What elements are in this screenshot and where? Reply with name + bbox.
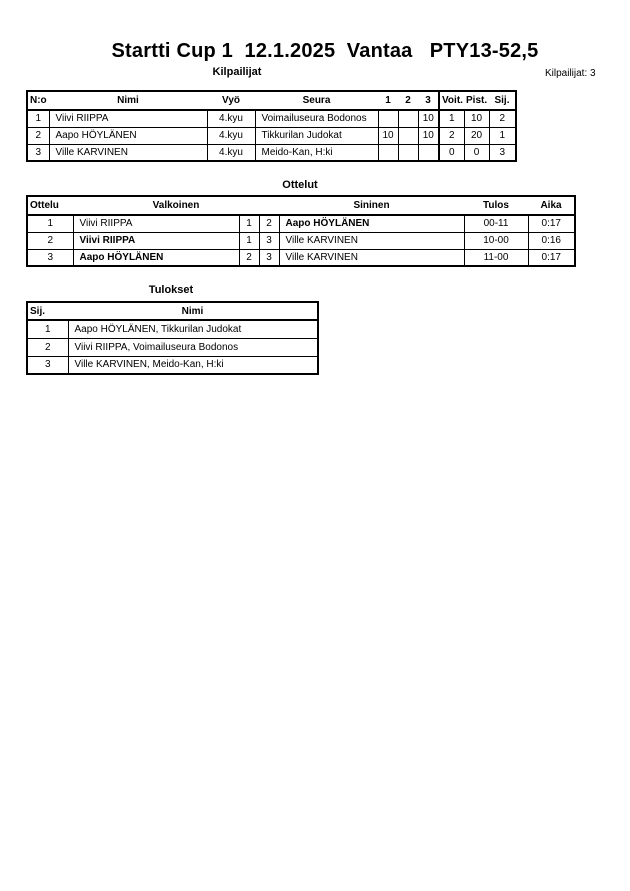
round-3-score: 10 (418, 110, 439, 127)
competitor-belt: 4.kyu (207, 144, 255, 161)
ottelut-header-row (27, 196, 575, 215)
round-2-score (398, 127, 418, 144)
competitor-row (27, 127, 516, 144)
round-1-score (378, 110, 398, 127)
col-header-no: N:o (27, 91, 49, 110)
points-cell: 10 (464, 110, 489, 127)
col-header-nimi: Nimi (49, 91, 207, 110)
col-header-valkoinen: Valkoinen (73, 196, 279, 215)
competitor-row (27, 144, 516, 161)
kilpailijat-header-row (27, 91, 516, 110)
result-placement: 2 (27, 338, 68, 356)
competitor-row (27, 110, 516, 127)
blue-competitor-number: 3 (259, 249, 279, 266)
tulokset-header-row (27, 302, 318, 320)
page-title: Startti Cup 1 12.1.2025 Vantaa PTY13-52,5 (111, 40, 539, 62)
points-cell: 0 (464, 144, 489, 161)
round-2-score (398, 144, 418, 161)
blue-competitor-number: 2 (259, 215, 279, 232)
col-header-name: Nimi (68, 302, 318, 320)
white-competitor-number: 1 (239, 215, 259, 232)
round-3-score: 10 (418, 127, 439, 144)
blue-competitor-name: Ville KARVINEN (279, 232, 464, 249)
col-header-voit: Voit. (439, 91, 464, 110)
placement-cell: 1 (489, 127, 516, 144)
competitor-count-label: Kilpailijat: 3 (545, 68, 596, 79)
col-header-round-1: 1 (378, 91, 398, 110)
competitor-name: Ville KARVINEN (49, 144, 207, 161)
match-result: 11-00 (464, 249, 528, 266)
white-competitor-number: 1 (239, 232, 259, 249)
result-placement: 1 (27, 320, 68, 338)
col-header-vyo: Vyö (207, 91, 255, 110)
col-header-round-2: 2 (398, 91, 418, 110)
ottelut-table (26, 195, 576, 267)
placement-cell: 3 (489, 144, 516, 161)
result-row (27, 320, 318, 338)
wins-cell: 0 (439, 144, 464, 161)
match-row (27, 249, 575, 266)
points-cell: 20 (464, 127, 489, 144)
match-number: 1 (27, 215, 73, 232)
match-result: 00-11 (464, 215, 528, 232)
match-row (27, 232, 575, 249)
col-header-aika: Aika (528, 196, 575, 215)
tulokset-table (26, 301, 319, 375)
col-header-seura: Seura (255, 91, 378, 110)
competitor-belt: 4.kyu (207, 110, 255, 127)
result-name-club: Ville KARVINEN, Meido-Kan, H:ki (68, 356, 318, 374)
white-competitor-name: Aapo HÖYLÄNEN (73, 249, 239, 266)
competitor-number: 3 (27, 144, 49, 161)
competitor-name: Viivi RIIPPA (49, 110, 207, 127)
competitor-belt: 4.kyu (207, 127, 255, 144)
competitor-club: Meido-Kan, H:ki (255, 144, 378, 161)
kilpailijat-table (26, 90, 517, 162)
col-header-tulos: Tulos (464, 196, 528, 215)
col-header-round-3: 3 (418, 91, 439, 110)
col-header-sij: Sij. (489, 91, 516, 110)
result-name-club: Viivi RIIPPA, Voimailuseura Bodonos (68, 338, 318, 356)
white-competitor-name: Viivi RIIPPA (73, 215, 239, 232)
section-title-tulokset: Tulokset (148, 284, 194, 296)
col-header-sininen: Sininen (279, 196, 464, 215)
placement-cell: 2 (489, 110, 516, 127)
blue-competitor-name: Ville KARVINEN (279, 249, 464, 266)
competitor-number: 1 (27, 110, 49, 127)
match-result: 10-00 (464, 232, 528, 249)
white-competitor-name: Viivi RIIPPA (73, 232, 239, 249)
round-1-score: 10 (378, 127, 398, 144)
white-competitor-number: 2 (239, 249, 259, 266)
wins-cell: 2 (439, 127, 464, 144)
blue-competitor-name: Aapo HÖYLÄNEN (279, 215, 464, 232)
competitor-club: Voimailuseura Bodonos (255, 110, 378, 127)
result-row (27, 356, 318, 374)
round-2-score (398, 110, 418, 127)
competitor-number: 2 (27, 127, 49, 144)
match-time: 0:17 (528, 249, 575, 266)
col-header-ottelu: Ottelu (27, 196, 73, 215)
competitor-name: Aapo HÖYLÄNEN (49, 127, 207, 144)
wins-cell: 1 (439, 110, 464, 127)
result-row (27, 338, 318, 356)
section-title-ottelut: Ottelut (282, 179, 318, 191)
match-number: 3 (27, 249, 73, 266)
match-row (27, 215, 575, 232)
col-header-placement: Sij. (27, 302, 68, 320)
competitor-club: Tikkurilan Judokat (255, 127, 378, 144)
round-3-score (418, 144, 439, 161)
section-title-kilpailijat: Kilpailijat (212, 66, 262, 78)
col-header-pist: Pist. (464, 91, 489, 110)
match-time: 0:16 (528, 232, 575, 249)
match-number: 2 (27, 232, 73, 249)
round-1-score (378, 144, 398, 161)
match-time: 0:17 (528, 215, 575, 232)
result-placement: 3 (27, 356, 68, 374)
result-name-club: Aapo HÖYLÄNEN, Tikkurilan Judokat (68, 320, 318, 338)
blue-competitor-number: 3 (259, 232, 279, 249)
